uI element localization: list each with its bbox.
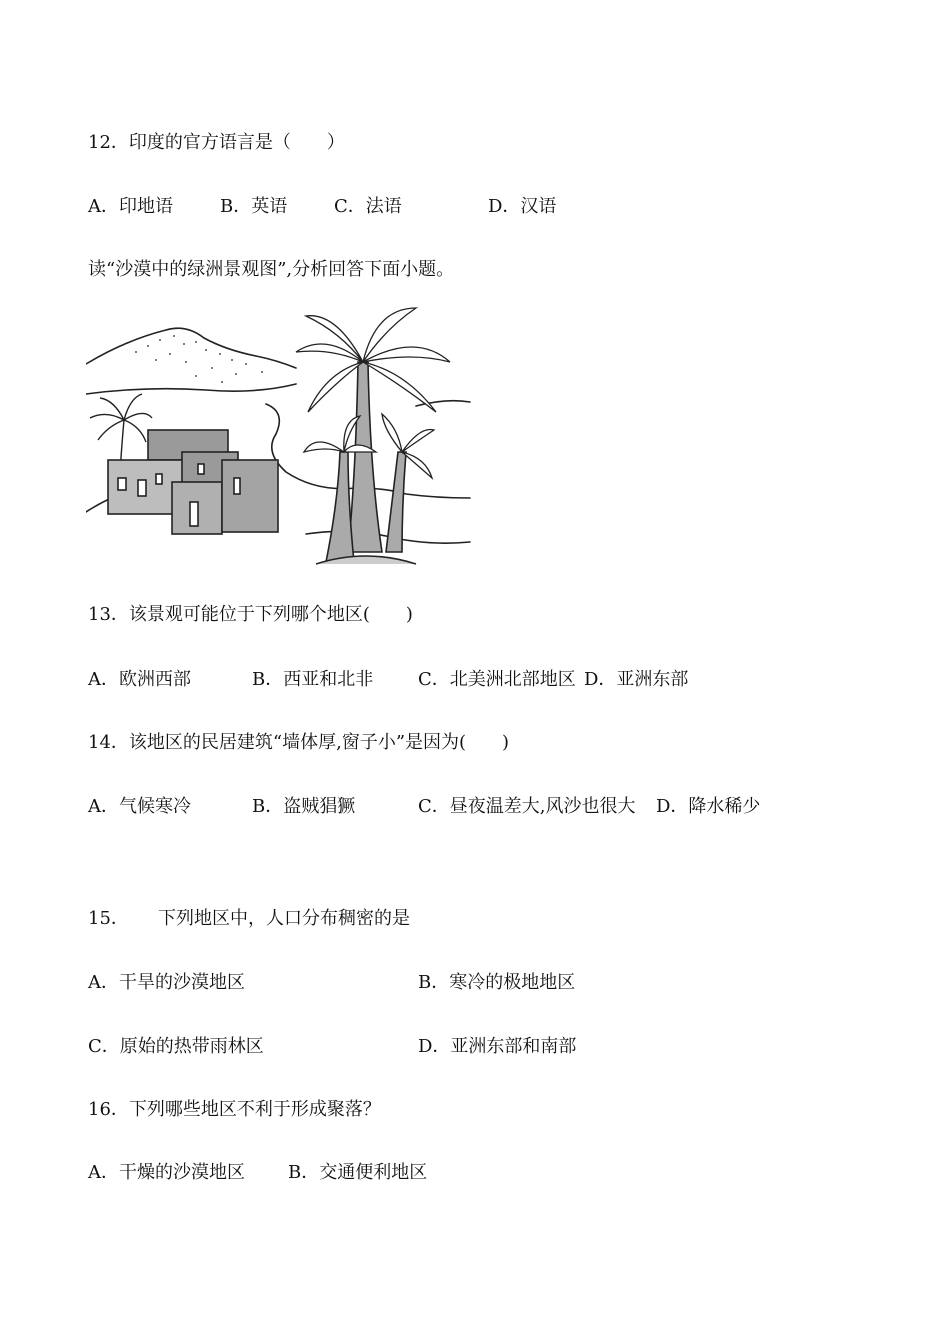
oasis-intro: 读“沙漠中的绿洲景观图”,分析回答下面小题。 — [88, 259, 455, 280]
q15-option-a: A．干旱的沙漠地区 — [88, 972, 245, 993]
q12-stem: 12．印度的官方语言是（ ） — [88, 132, 345, 153]
q14-option-c: C．昼夜温差大,风沙也很大 — [418, 796, 636, 817]
q12-option-b: B．英语 — [220, 196, 288, 217]
q15-option-c: C．原始的热带雨林区 — [88, 1036, 264, 1057]
q13-option-b: B．西亚和北非 — [252, 669, 374, 690]
q14-option-b: B．盗贼猖獗 — [252, 796, 356, 817]
q14-stem: 14．该地区的民居建筑“墙体厚,窗子小”是因为( ) — [88, 732, 510, 753]
q13-stem: 13．该景观可能位于下列哪个地区( ) — [88, 604, 413, 625]
q13-option-d: D．亚洲东部 — [584, 669, 689, 690]
q13-option-a: A．欧洲西部 — [88, 669, 191, 690]
q16-stem: 16．下列哪些地区不利于形成聚落？ — [88, 1099, 381, 1120]
oasis-landscape-figure — [86, 302, 472, 578]
q14-option-a: A．气候寒冷 — [88, 796, 191, 817]
q14-option-d: D．降水稀少 — [656, 796, 761, 817]
q15-option-b: B．寒冷的极地地区 — [418, 972, 576, 993]
q12-option-c: C．法语 — [334, 196, 402, 217]
q13-option-c: C．北美洲北部地区 — [418, 669, 576, 690]
q16-option-a: A．干燥的沙漠地区 — [88, 1162, 245, 1183]
q12-option-d: D．汉语 — [488, 196, 557, 217]
q15-option-d: D．亚洲东部和南部 — [418, 1036, 577, 1057]
q12-option-a: A．印地语 — [88, 196, 173, 217]
q15-stem: 下列地区中，人口分布稠密的是 — [158, 908, 410, 929]
q15-number: 15． — [88, 908, 129, 929]
q16-option-b: B．交通便利地区 — [288, 1162, 428, 1183]
mountain-outline — [86, 328, 296, 368]
